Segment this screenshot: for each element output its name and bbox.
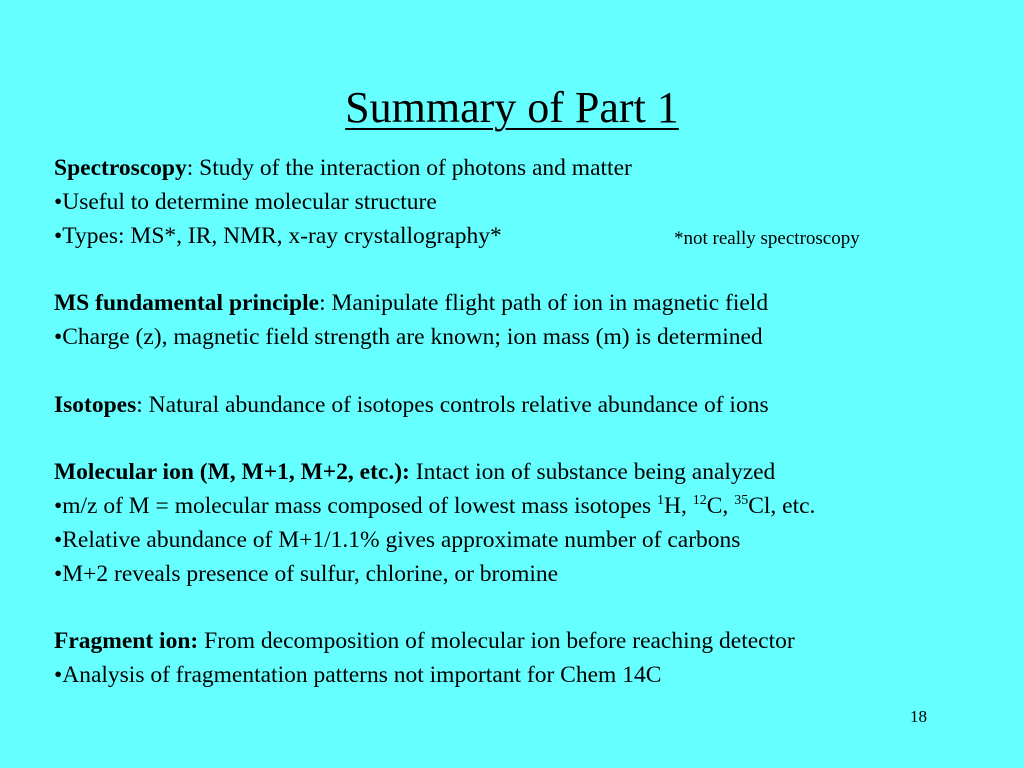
molecular-ion-bullet-1 — [54, 490, 1004, 524]
slide-title-text: Summary of Part 1 — [345, 83, 679, 132]
isotopes-line — [54, 389, 1004, 423]
chlorine-mass-number: 35 — [734, 492, 749, 508]
ms-principle-line — [54, 287, 1004, 321]
molecular-ion-bullet-2: •Relative abundance of M+1/1.1% gives approximate number of carbons — [54, 526, 741, 553]
molecular-ion-term: Molecular ion (M, M+1, M+2, etc.): — [54, 459, 410, 486]
molecular-ion-line — [54, 456, 1004, 490]
molecular-ion-definition: Intact ion of substance being analyzed — [409, 459, 776, 486]
spectroscopy-term: Spectroscopy — [54, 155, 187, 181]
spectroscopy-footnote: *not really spectroscopy — [674, 227, 860, 249]
isotopes-definition: : Natural abundance of isotopes controls relative abundance of ions — [136, 391, 769, 418]
slide-title — [0, 82, 1024, 134]
isotopes-term: Isotopes — [54, 391, 137, 418]
fragment-ion-term: Fragment ion: — [54, 628, 199, 655]
molecular-ion-bullet-3: •M+2 reveals presence of sulfur, chlorine, or bromine — [54, 560, 559, 587]
spectroscopy-bullet-2-line — [54, 220, 1004, 254]
carbon-symbol: C, — [706, 492, 735, 519]
carbon-mass-number: 12 — [692, 492, 707, 508]
spectroscopy-bullet-1: •Useful to determine molecular structure — [54, 188, 437, 215]
fragment-ion-definition: From decomposition of molecular ion before reaching detector — [198, 628, 795, 655]
slide-body — [54, 152, 1004, 693]
chlorine-symbol: Cl, etc. — [748, 492, 816, 519]
hydrogen-symbol: H, — [664, 492, 693, 519]
fragment-ion-line — [54, 625, 1004, 659]
fragment-ion-bullet-1: •Analysis of fragmentation patterns not important for Chem 14C — [54, 661, 662, 688]
ms-bullet-1: •Charge (z), magnetic field strength are known; ion mass (m) is determined — [54, 323, 763, 350]
spectroscopy-bullet-2: •Types: MS*, IR, NMR, x-ray crystallography* — [54, 222, 502, 249]
ms-principle-term: MS fundamental principle — [54, 290, 320, 317]
spectroscopy-definition-line — [54, 152, 1004, 186]
page-number: 18 — [910, 707, 927, 726]
spectroscopy-definition: : Study of the interaction of photons and matter — [186, 155, 632, 181]
ms-principle-definition: : Manipulate flight path of ion in magnetic field — [319, 290, 769, 317]
hydrogen-mass-number: 1 — [657, 492, 665, 508]
molecular-ion-bullet-1-text: •m/z of M = molecular mass composed of lowest mass isotopes — [54, 492, 658, 519]
